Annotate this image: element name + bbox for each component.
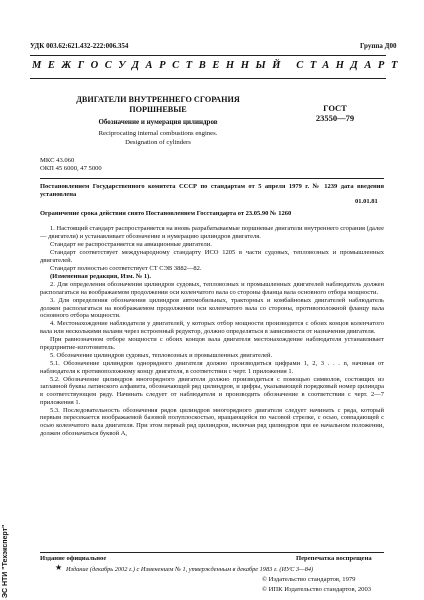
footer-rule — [40, 552, 384, 553]
paragraph: 2. Для определения обозначения цилиндров судовых, тепловозных и промышленных двигателей наблюдатель должен располагаться на воображаемом продолжении оси коленчатого вала со стороны фланца вала основного отбора мощности. — [40, 281, 384, 296]
title-ru-line1: ДВИГАТЕЛИ ВНУТРЕННЕГО СГОРАНИЯ — [76, 95, 240, 104]
paragraph: При равнозначном отборе мощности с обоих концов вала двигателя местонахождение наблюдателя устанавливает предприятие-изготовитель. — [40, 336, 384, 351]
mks-code: МКС 43.060 — [40, 157, 75, 164]
title-en-line2: Designation of cylinders — [125, 138, 191, 146]
paragraph: 5. Обозначение цилиндров судовых, тепловозных и промышленных двигателей. — [50, 351, 273, 359]
interstate-standard-heading: МЕЖГОСУДАРСТВЕННЫЙ СТАНДАРТ — [32, 60, 404, 71]
copyright-1979: © Издательство стандартов, 1979 — [262, 576, 356, 583]
top-rule-lower — [30, 78, 386, 79]
decree-text: Постановлением Государственного комитета СССР по стандартам от 5 апреля 1979 г. № 1239 дата введения установлена — [40, 183, 384, 198]
okp-code: ОКП 45 6000, 47 5000 — [40, 164, 102, 172]
paragraph: Стандарт соответствует международному стандарту ИСО 1205 в части судовых, тепловозных и промышленных двигателей. — [40, 248, 384, 264]
group-code: Группа Д00 — [360, 42, 397, 50]
star-icon: ★ — [55, 563, 63, 572]
udc-code: УДК 003.62:621.432-222:006.354 — [30, 42, 129, 50]
paragraph: Стандарт полностью соответствует СТ СЭВ 3882—82. — [50, 264, 202, 272]
paragraph: 4. Местонахождение наблюдателя у двигателей, у которых отбор мощности производится с обоих концов коленчатого вала или несколькими валами через встроенный редуктор, должно определяться в зависимости от назначения двигателя. — [40, 320, 384, 335]
subtitle-ru: Обозначение и нумерация цилиндров — [98, 118, 218, 126]
paragraph: Стандарт не распространяется на авиационные двигатели. — [50, 240, 212, 248]
amendment-note: (Измененная редакция, Изм. № 1). — [50, 272, 151, 280]
gost-number — [295, 103, 375, 123]
title-en-line1: Reciprocating internal combustions engines. — [98, 130, 218, 137]
paragraph: 5.2. Обозначение цилиндров многорядного двигателя должно производиться с помощью символов, состоящих из заглавной буквы латинского алфавита, обозначающей ряд цилиндров, и цифры, указывающей порядковый номер цилиндра в соответствующем ряду. Начинать следует от наблюдателя и производить обозначение в соответствии с черт. 2—7 приложения 1. — [40, 375, 384, 406]
title-en — [58, 130, 258, 147]
introduction-date: 01.01.81 — [355, 198, 378, 205]
classification-codes — [40, 157, 102, 172]
reprint-prohibited-label: Перепечатка воспрещена — [296, 555, 372, 562]
official-edition-label: Издание официальное — [40, 555, 107, 562]
paragraph: 3. Для определения обозначения цилиндров автомобильных, тракторных и комбайновых двигателей наблюдатель должен располагаться на воображаемом продолжении оси коленчатого вала со стороны, противоположной фланцу вала основного отбора мощности. — [40, 296, 384, 320]
codes-rule — [40, 178, 384, 179]
gost-code: 23550—79 — [315, 113, 355, 123]
standard-body — [40, 225, 384, 438]
limit-removed-text: Ограничение срока действия снято Постановлением Госстандарта от 23.05.90 № 1260 — [40, 210, 292, 217]
paragraph: 5.1. Обозначение цилиндров однорядного двигателя должно производиться цифрами 1, 2, 3 . . . n, начиная от наблюдателя к противоположному концу двигателя, в соответствии с черт. 1 приложения 1. — [40, 360, 384, 375]
top-rule-upper — [30, 55, 386, 56]
paragraph: 5.3. Последовательность обозначения рядов цилиндров многорядного двигателя следует начинать с ряда, который первым пересекается воображаемой базовой полуплоскостью, вращающейся по часовой стрелке, с осью, совпадающей с осью коленчатого вала двигателя. При этом первый ряд цилиндров, включая ряд цилиндров при ее начальном положении, должен обозначаться буквой A, — [40, 406, 384, 437]
side-stamp: ЭС НТИ "Техэксперт" — [2, 524, 9, 598]
gost-label: ГОСТ — [323, 103, 347, 113]
paragraph: 1. Настоящий стандарт распространяется на вновь разрабатываемые поршневые двигатели внутреннего сгорания (далее — двигатели) и устанавливает обозначение и нумерацию цилиндров двигателя. — [40, 225, 384, 240]
title-ru-line2: ПОРШНЕВЫЕ — [129, 104, 187, 114]
edition-note: Издание (декабрь 2002 г.) с Изменением № 1, утвержденным в декабре 1983 г. (ИУС 3—84) — [66, 566, 314, 573]
title-block — [58, 95, 258, 147]
copyright-2003: © ИПК Издательство стандартов, 2003 — [262, 586, 372, 593]
